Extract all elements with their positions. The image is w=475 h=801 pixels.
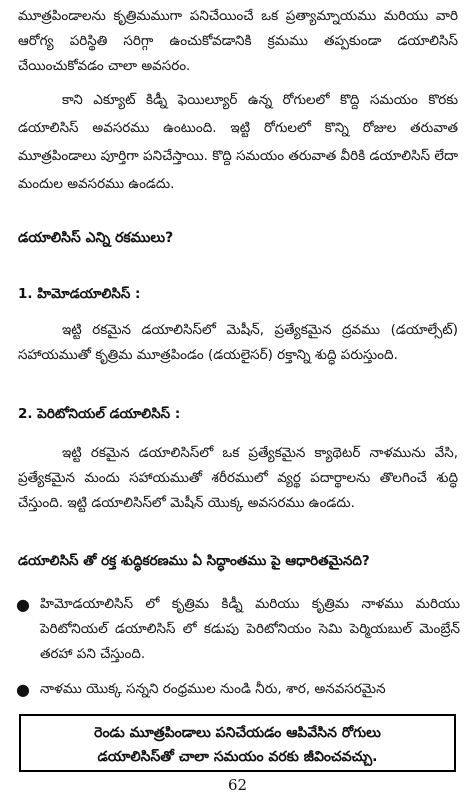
- highlight-line-2: డయాలిసిస్‌తో చాలా సమయం వరకు జీవించవచ్చు.: [97, 749, 378, 765]
- bullet-text: నాళము యొక్క సన్నని రంధ్రముల నుండి నీరు, శార, అనవసరమైన: [40, 681, 386, 697]
- peritoneal-dialysis-paragraph: ఇట్టి రకమైన డయాలిసిస్‌లో ఒక ప్రత్యేకమైన క్యాథెటర్ నాళమును వేసి, ప్రత్యేకమైన మందు సహాయముతో శరీరములో వ్యర్థ పదార్థాలను తొలగించే శుద్ధి చేస్తుంది. ఇట్టి డయాలిసిస్‌లో మెషీన్ యొక్క అవసరము ఉండదు.: [18, 445, 458, 511]
- hemodialysis-heading: 1. హిమోడయాలిసిస్ :: [18, 286, 141, 302]
- page-number: 62: [227, 776, 248, 794]
- bullet-icon: ●: [16, 595, 30, 614]
- principle-heading: డయాలిసిస్ తో రక్త శుద్ధికరణము ఏ సిద్ధాంతము పై ఆధారితమైనది?: [18, 553, 370, 569]
- peritoneal-dialysis-heading: 2. పెరిటోనియల్ డయాలిసిస్ :: [18, 406, 181, 422]
- list-item: [16, 677, 460, 702]
- bullet-icon: ●: [16, 680, 30, 699]
- highlight-box: [19, 714, 456, 772]
- bullet-text: హిమోడయాలిసిస్ లో కృత్రిమ కిడ్నీ మరియు కృత్రిమ నాళము మరియు పెరిటోనియల్ డయాలిసిస్ లో కడుపు పెరిటోనియం సెమి పెర్మియబుల్ మెంబ్రేన్ తరహా పని చేస్తుంది.: [40, 596, 460, 662]
- intro-paragraph: మూత్రపిండాలను కృత్రిమముగా పనిచేయించే ఒక ప్రత్యామ్నాయము మరియు వారి ఆరోగ్య పరిస్థితి సరిగ్గా ఉంచుకోవడానికి క్రమము తప్పకుండా డయాలిసిస్ చేయించుకోవడం చాలా అవసరం.: [18, 8, 458, 74]
- hemodialysis-paragraph: ఇట్టి రకమైన డయాలిసిస్‌లో మెషీన్, ప్రత్యేకమైన ద్రవము (డయాల్సేట్) సహాయముతో కృత్రిమ మూత్రపిండం (డయలైసర్) రక్తాన్ని శుద్ధి పరుస్తుంది.: [18, 322, 458, 363]
- list-item: [16, 592, 460, 667]
- types-heading: డయాలిసిస్ ఎన్ని రకములు?: [18, 230, 174, 246]
- acute-failure-paragraph: కాని ఎక్యూట్ కిడ్నీ ఫెయిల్యూర్ ఉన్న రోగులలో కొద్ది సమయం కొరకు డయాలిసిస్ అవసరము ఉంటుంది. ఇట్టి రోగులలో కొన్ని రోజుల తరువాత మూత్రపిండాలు పూర్తిగా పనిచేస్తాయి. కొద్ది సమయం తరువాత వీరికి డయాలిసిస్ లేదా మందుల అవసరము ఉండదు.: [18, 92, 458, 192]
- highlight-line-1: రెండు మూత్రపిండాలు పనిచేయడం ఆపివేసిన రోగులు: [94, 725, 381, 741]
